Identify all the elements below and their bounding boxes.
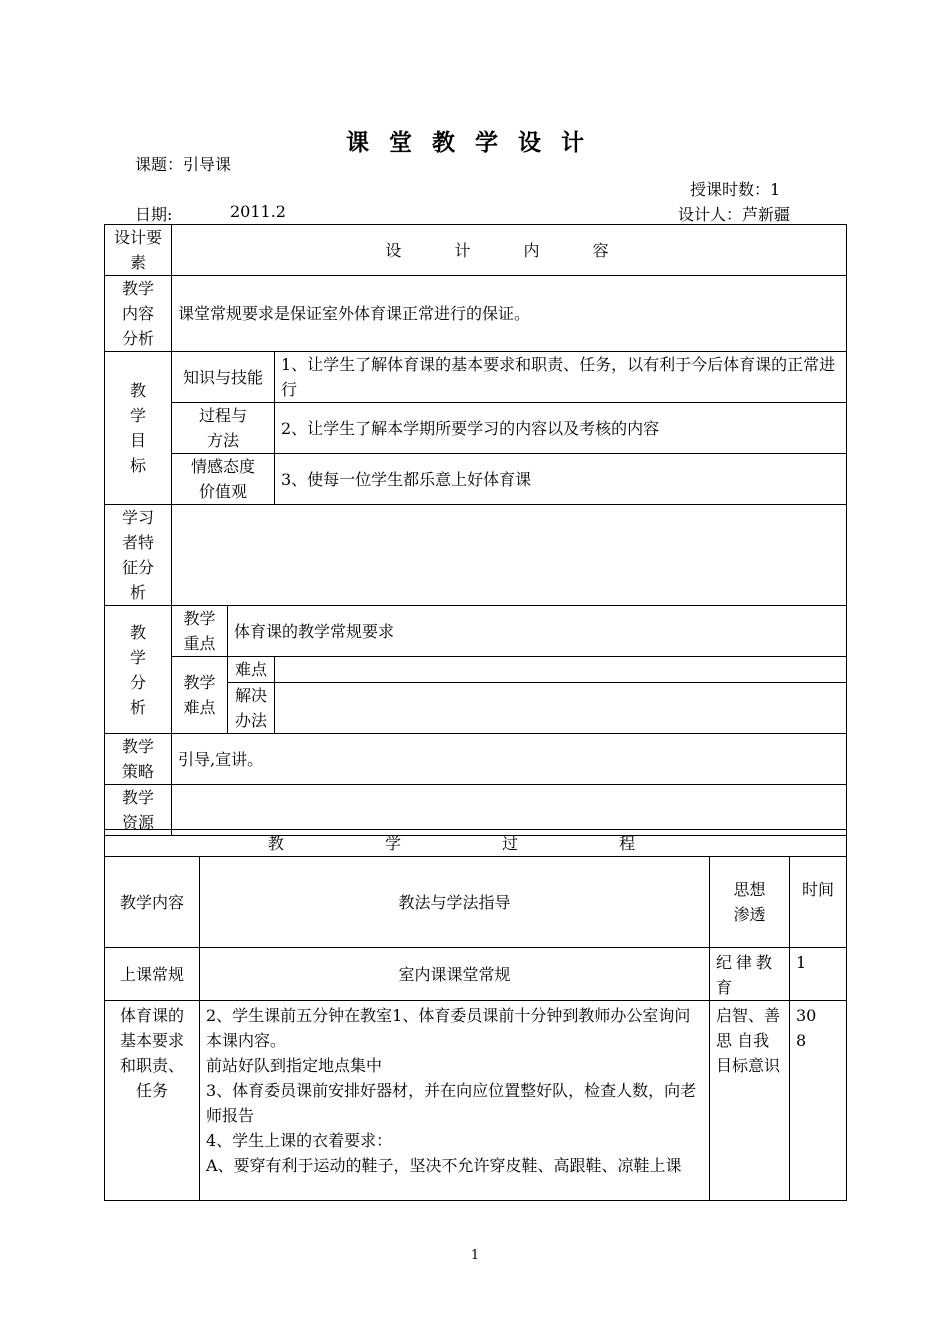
solution-content <box>275 683 847 734</box>
goal-label: 过程与方法 <box>172 403 275 454</box>
content-analysis-label: 教学内容分析 <box>105 276 172 352</box>
topic-label: 课题：引导课 <box>135 155 232 174</box>
strategy-label: 教学策略 <box>105 734 172 785</box>
goal-label: 知识与技能 <box>172 352 275 403</box>
design-element-header: 设计要素 <box>105 225 172 276</box>
learner-content <box>172 505 847 606</box>
goal-text: 1、让学生了解体育课的基本要求和职责、任务，以有利于今后体育课的正常进行 <box>275 352 847 403</box>
solution-sub-label: 解决办法 <box>228 683 275 734</box>
date-label: 日期: <box>135 205 173 224</box>
resources-content <box>172 785 847 836</box>
goal-text: 2、让学生了解本学期所要学习的内容以及考核的内容 <box>275 403 847 454</box>
method-line: 前站好队到指定地点集中 <box>206 1056 383 1075</box>
method-line: 4、学生上课的衣着要求： <box>206 1131 393 1150</box>
process-header: 教 学 过 程 <box>105 830 847 857</box>
method-line: 3、体育委员课前安排好器材，并在向应位置整好队，检查人数，向老师报告 <box>206 1081 697 1125</box>
designer-label: 设计人：芦新疆 <box>678 205 791 224</box>
page-title: 课堂教学设计 <box>346 129 604 156</box>
content-analysis-text: 课堂常规要求是保证室外体育课正常进行的保证。 <box>172 276 847 352</box>
row-time: 1 <box>790 948 847 1001</box>
row-time: 308 <box>790 1001 847 1201</box>
col-method-header: 教法与学法指导 <box>200 857 710 948</box>
col-content-header: 教学内容 <box>105 857 200 948</box>
difficulty-content <box>275 657 847 683</box>
row-content: 上课常规 <box>105 948 200 1001</box>
row-thought: 启智、善思 自我目标意识 <box>710 1001 790 1201</box>
learner-label: 学习者特征分析 <box>105 505 172 606</box>
process-table <box>104 829 847 1201</box>
method-line: 2、学生课前五分钟在教室1、体育委员课前十分钟到教师办公室询问本课内容。 <box>206 1006 691 1050</box>
key-point-text: 体育课的教学常规要求 <box>228 606 847 657</box>
goal-label: 情感态度价值观 <box>172 454 275 505</box>
row-content: 体育课的基本要求和职责、任务 <box>105 1001 200 1201</box>
design-table <box>104 224 847 836</box>
date-value: 2011.2 <box>230 202 286 221</box>
method-line: A、要穿有利于运动的鞋子，坚决不允许穿皮鞋、高跟鞋、凉鞋上课 <box>206 1156 682 1175</box>
col-thought-header: 思想渗透 <box>710 857 790 948</box>
row-thought: 纪律教育 <box>710 948 790 1001</box>
col-time-header: 时间 <box>790 857 847 948</box>
difficulty-label: 教学难点 <box>172 657 228 734</box>
strategy-text: 引导,宣讲。 <box>172 734 847 785</box>
row-method: 室内课课堂常规 <box>200 948 710 1001</box>
page-number: 1 <box>470 1248 480 1263</box>
row-method <box>200 1001 710 1201</box>
resources-label: 教学资源 <box>105 785 172 836</box>
difficulty-sub-label: 难点 <box>228 657 275 683</box>
key-point-label: 教学重点 <box>172 606 228 657</box>
goals-label: 教学目标 <box>105 352 172 505</box>
hours-label: 授课时数：1 <box>690 180 781 199</box>
goal-text: 3、使每一位学生都乐意上好体育课 <box>275 454 847 505</box>
design-content-header: 设 计 内 容 <box>172 225 847 276</box>
analysis-label: 教学分析 <box>105 606 172 734</box>
